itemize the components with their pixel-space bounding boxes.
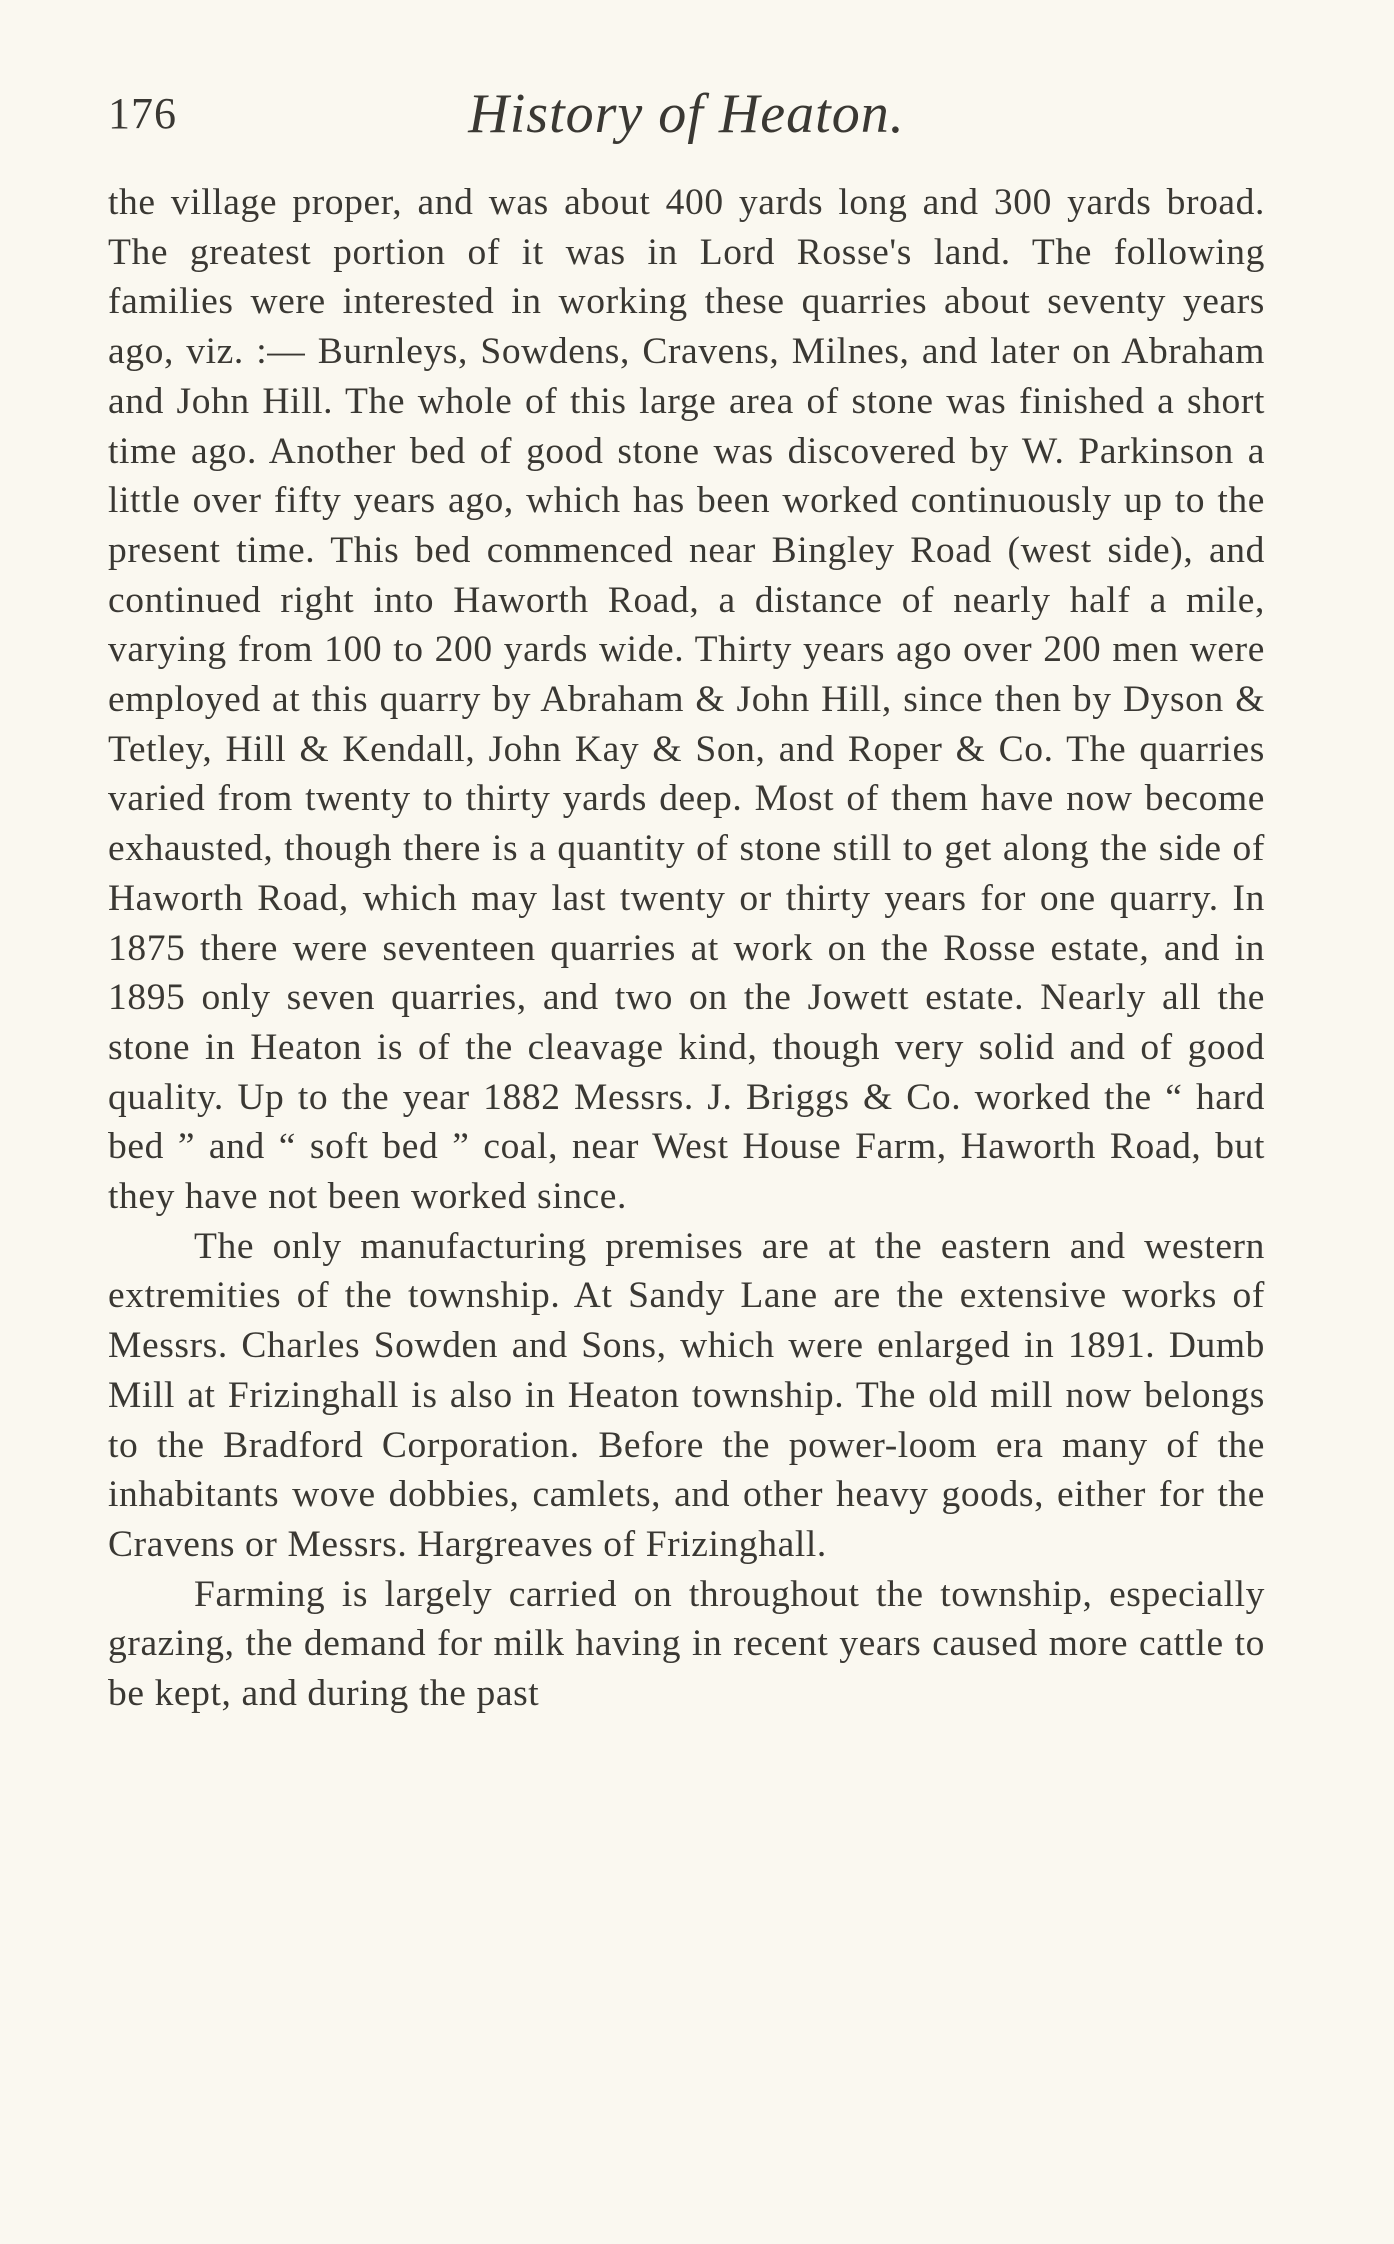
paragraph-continued: the village proper, and was about 400 yards long and 300 yards broad. The greatest portion of it was in Lord Rosse's land. The following families were interested in working these quarries about seventy years ago, viz. :— Burnleys, Sowdens, Cravens, Milnes, and later on Abraham and John Hill. The whole of this large area of stone was finished a short time ago. Another bed of good stone was discovered by W. Parkinson a little over fifty years ago, which has been worked continuously up to the present time. This bed commenced near Bingley Road (west side), and continued right into Haworth Road, a distance of nearly half a mile, varying from 100 to 200 yards wide. Thirty years ago over 200 men were employed at this quarry by Abraham & John Hill, since then by Dyson & Tetley, Hill & Kendall, John Kay & Son, and Roper & Co. The quarries varied from twenty to thirty yards deep. Most of them have now become exhausted, though there is a quantity of stone still to get along the side of Haworth Road, which may last twenty or thirty years for one quarry. In 1875 there were seventeen quarries at work on the Rosse estate, and in 1895 only seven quarries, and two on the Jowett estate. Nearly all the stone in Heaton is of the cleavage kind, though very solid and of good quality. Up to the year 1882 Messrs. J. Briggs & Co. worked the “ hard bed ” and “ soft bed ” coal, near West House Farm, Haworth Road, but they have not been worked since. <box>108 182 1265 1218</box>
body-text <box>108 178 1265 1719</box>
running-title: History of Heaton. <box>468 83 905 145</box>
paragraph-manufacturing: The only manufacturing premises are at the eastern and western extremities of the township. At Sandy Lane are the extensive works of Messrs. Charles Sowden and Sons, which were enlarged in 1891. Dumb Mill at Frizinghall is also in Heaton township. The old mill now belongs to the Bradford Corporation. Before the power-loom era many of the inhabitants wove dobbies, camlets, and other heavy goods, either for the Cravens or Messrs. Hargreaves of Frizinghall. <box>108 1225 1265 1565</box>
page-number: 176 <box>108 89 177 138</box>
page-header <box>108 82 1265 152</box>
paragraph-farming: Farming is largely carried on throughout the township, especially grazing, the demand for milk having in recent years caused more cattle to be kept, and during the past <box>108 1573 1265 1715</box>
